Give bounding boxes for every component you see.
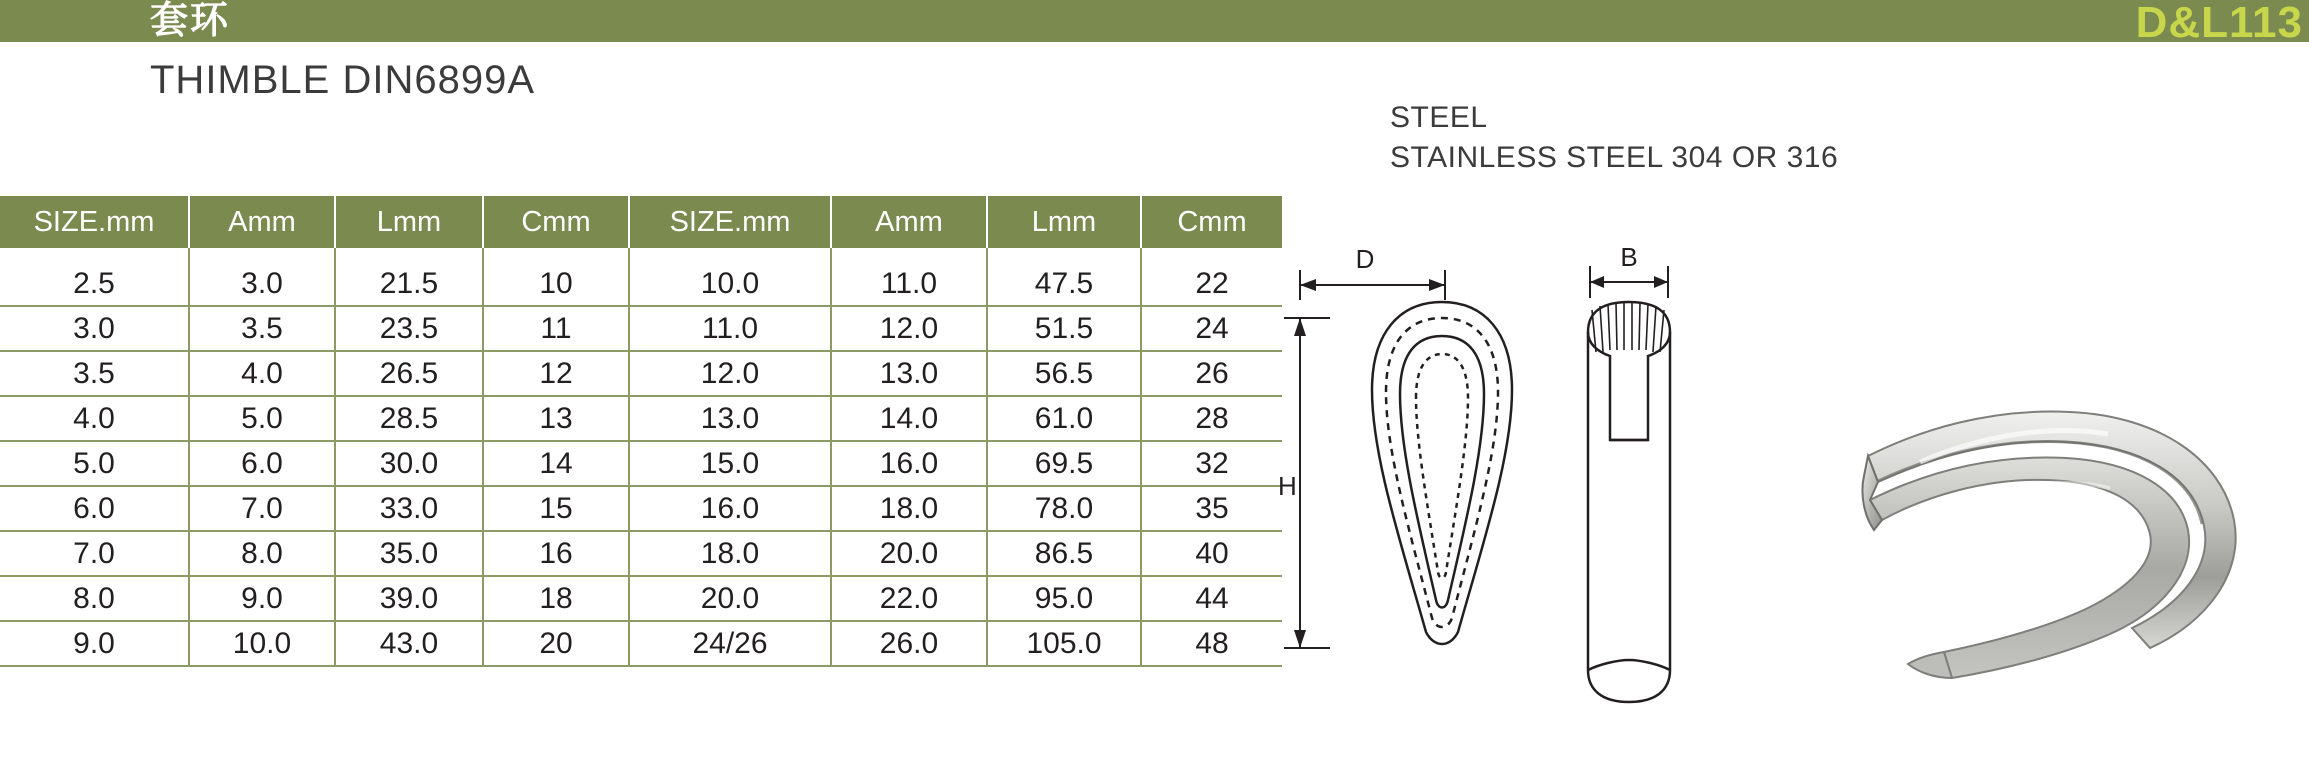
table-row	[0, 351, 1282, 396]
col-header-c-1: Cmm	[483, 196, 629, 248]
table-row	[0, 396, 1282, 441]
col-header-a-2: Amm	[831, 196, 987, 248]
header-green-band	[0, 0, 2309, 42]
col-header-c-2: Cmm	[1141, 196, 1282, 248]
cell: 10	[483, 248, 629, 306]
cell: 8.0	[0, 576, 189, 621]
page-title: THIMBLE DIN6899A	[150, 58, 536, 102]
cell: 5.0	[0, 441, 189, 486]
cell: 4.0	[189, 351, 335, 396]
cell: 12.0	[831, 306, 987, 351]
dimension-label-b: B	[1620, 242, 1638, 272]
cell: 13.0	[831, 351, 987, 396]
cell: 23.5	[335, 306, 483, 351]
cell: 10.0	[189, 621, 335, 666]
thimble-product-photo	[1860, 390, 2280, 710]
cell: 51.5	[987, 306, 1141, 351]
cell: 26.5	[335, 351, 483, 396]
cell: 95.0	[987, 576, 1141, 621]
col-header-size-2: SIZE.mm	[629, 196, 831, 248]
cell: 44	[1141, 576, 1282, 621]
cell: 18.0	[629, 531, 831, 576]
table-header-row	[0, 196, 1282, 248]
cell: 12.0	[629, 351, 831, 396]
cell: 16.0	[831, 441, 987, 486]
material-line-1: STEEL	[1390, 101, 1488, 134]
cell: 22	[1141, 248, 1282, 306]
cell: 40	[1141, 531, 1282, 576]
cell: 7.0	[189, 486, 335, 531]
cell: 3.5	[0, 351, 189, 396]
cell: 22.0	[831, 576, 987, 621]
cell: 69.5	[987, 441, 1141, 486]
cell: 33.0	[335, 486, 483, 531]
cell: 20.0	[629, 576, 831, 621]
dimension-label-d: D	[1355, 244, 1375, 274]
table-row	[0, 531, 1282, 576]
cell: 16	[483, 531, 629, 576]
cell: 4.0	[0, 396, 189, 441]
cell: 61.0	[987, 396, 1141, 441]
cell: 2.5	[0, 248, 189, 306]
cell: 56.5	[987, 351, 1141, 396]
cell: 15.0	[629, 441, 831, 486]
cell: 10.0	[629, 248, 831, 306]
thimble-front-view	[1372, 302, 1512, 644]
cell: 8.0	[189, 531, 335, 576]
cell: 6.0	[189, 441, 335, 486]
header-chinese-title: 套环	[150, 0, 231, 42]
cell: 32	[1141, 441, 1282, 486]
cell: 13.0	[629, 396, 831, 441]
col-header-size-1: SIZE.mm	[0, 196, 189, 248]
product-code: D&L113	[2135, 0, 2303, 47]
dimension-label-h: H	[1278, 471, 1297, 501]
table-row	[0, 486, 1282, 531]
cell: 14	[483, 441, 629, 486]
cell: 26.0	[831, 621, 987, 666]
cell: 6.0	[0, 486, 189, 531]
cell: 5.0	[189, 396, 335, 441]
cell: 20.0	[831, 531, 987, 576]
cell: 28	[1141, 396, 1282, 441]
col-header-l-1: Lmm	[335, 196, 483, 248]
cell: 28.5	[335, 396, 483, 441]
spec-table-container	[0, 196, 1282, 667]
cell: 11.0	[629, 306, 831, 351]
cell: 11	[483, 306, 629, 351]
cell: 24	[1141, 306, 1282, 351]
cell: 14.0	[831, 396, 987, 441]
cell: 12	[483, 351, 629, 396]
dimension-d-line	[1300, 270, 1445, 300]
cell: 39.0	[335, 576, 483, 621]
material-line-2: STAINLESS STEEL 304 OR 316	[1390, 141, 1839, 174]
cell: 21.5	[335, 248, 483, 306]
cell: 18	[483, 576, 629, 621]
materials-block	[1390, 98, 1838, 178]
col-header-l-2: Lmm	[987, 196, 1141, 248]
cell: 15	[483, 486, 629, 531]
cell: 35	[1141, 486, 1282, 531]
cell: 20	[483, 621, 629, 666]
cell: 18.0	[831, 486, 987, 531]
table-row	[0, 621, 1282, 666]
table-row	[0, 576, 1282, 621]
cell: 26	[1141, 351, 1282, 396]
cell: 24/26	[629, 621, 831, 666]
page-header	[0, 0, 2309, 46]
table-row	[0, 306, 1282, 351]
col-header-a-1: Amm	[189, 196, 335, 248]
cell: 43.0	[335, 621, 483, 666]
cell: 3.0	[189, 248, 335, 306]
cell: 9.0	[189, 576, 335, 621]
cell: 16.0	[629, 486, 831, 531]
cell: 9.0	[0, 621, 189, 666]
cell: 35.0	[335, 531, 483, 576]
table-row	[0, 441, 1282, 486]
table-row	[0, 248, 1282, 306]
cell: 47.5	[987, 248, 1141, 306]
cell: 3.0	[0, 306, 189, 351]
cell: 78.0	[987, 486, 1141, 531]
spec-table	[0, 196, 1282, 667]
thimble-side-view	[1588, 302, 1670, 702]
cell: 13	[483, 396, 629, 441]
cell: 11.0	[831, 248, 987, 306]
cell: 105.0	[987, 621, 1141, 666]
cell: 48	[1141, 621, 1282, 666]
cell: 86.5	[987, 531, 1141, 576]
cell: 30.0	[335, 441, 483, 486]
cell: 3.5	[189, 306, 335, 351]
cell: 7.0	[0, 531, 189, 576]
technical-drawing	[1270, 240, 1800, 740]
